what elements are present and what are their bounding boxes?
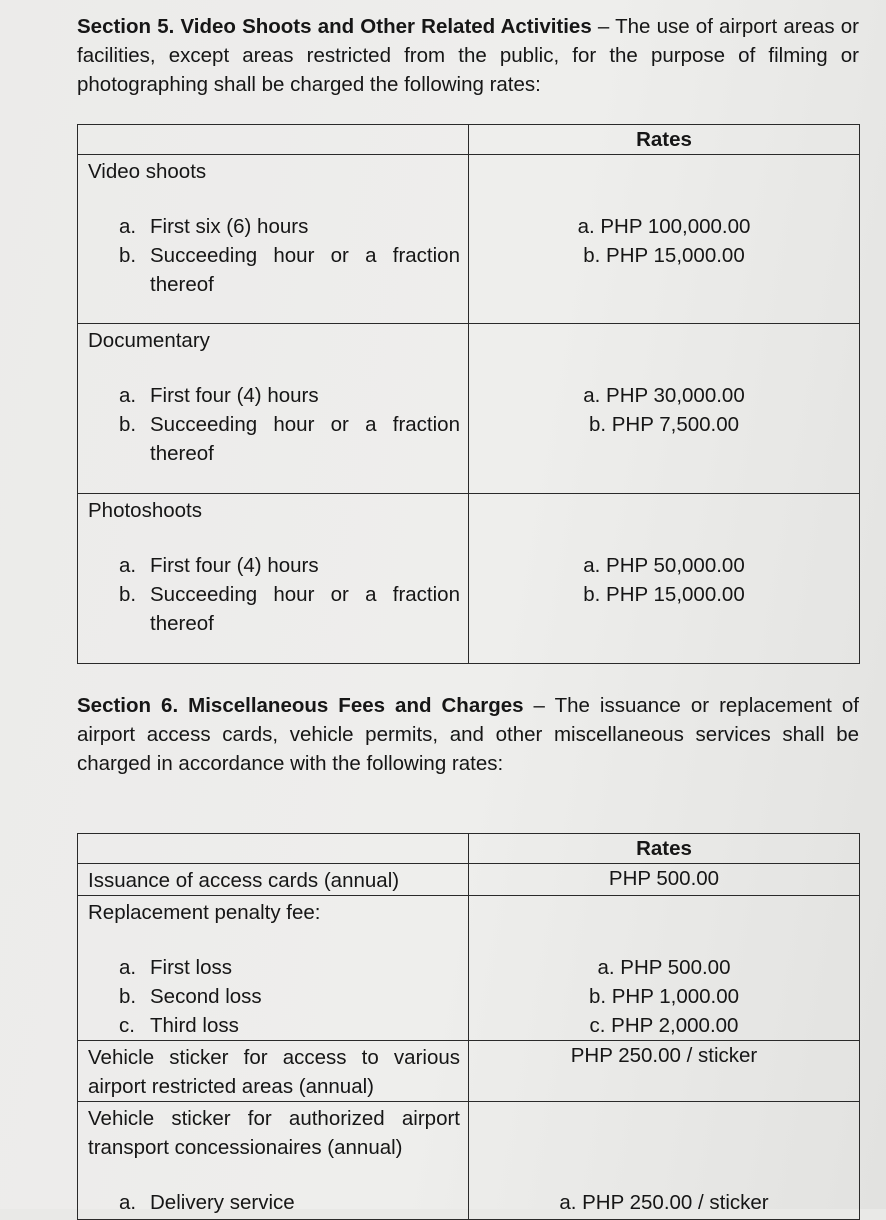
section-6-paragraph (77, 691, 859, 778)
category-label: Issuance of access cards (annual) (88, 869, 400, 892)
list-item: b. Succeeding hour or a fraction thereof (119, 583, 460, 635)
table-row (78, 494, 860, 664)
table-row (78, 864, 860, 896)
rates-header: Rates (469, 834, 860, 864)
category-label: Vehicle sticker for access to various airport restricted areas (annual) (88, 1046, 460, 1098)
list-item: a. Delivery service (119, 1191, 295, 1214)
section-6-heading: Section 6. Miscellaneous Fees and Charges (77, 694, 524, 717)
table-row (78, 1041, 860, 1102)
section-5-heading: Section 5. Video Shoots and Other Related Activities (77, 15, 592, 38)
rate-value: a. PHP 30,000.00 (583, 384, 745, 407)
rate-value: PHP 500.00 (608, 867, 720, 890)
list-item: b. Succeeding hour or a fraction thereof (119, 244, 460, 296)
rate-value: b. PHP 15,000.00 (583, 244, 745, 267)
list-item: a. First loss (119, 956, 232, 979)
list-item: a. First four (4) hours (119, 384, 319, 407)
table-row (78, 324, 860, 494)
category-label: Replacement penalty fee: (88, 901, 321, 924)
header-blank-cell (78, 125, 469, 155)
list-item: a. First six (6) hours (119, 215, 309, 238)
list-item: b. Second loss (119, 985, 262, 1008)
section-6-rates-table (77, 833, 860, 1220)
section-6-body: – The issuance or replacement of airport access cards, vehicle permits, and other miscellaneous services shall be charged in accordance with the following rates: (77, 694, 859, 775)
rate-value: PHP 250.00 / sticker (570, 1044, 758, 1067)
rate-value: b. PHP 7,500.00 (588, 413, 740, 436)
table-header-row (78, 125, 860, 155)
rate-value: c. PHP 2,000.00 (589, 1014, 739, 1037)
rate-value: a. PHP 250.00 / sticker (559, 1191, 769, 1214)
table-header-row (78, 834, 860, 864)
section-5-body: – The use of airport areas or facilities, except areas restricted from the public, for the purpose of filming or photographing shall be charged the following rates: (77, 15, 859, 96)
rate-value: b. PHP 1,000.00 (588, 985, 740, 1008)
section-5-paragraph (77, 12, 859, 99)
rate-value: a. PHP 50,000.00 (583, 554, 745, 577)
rates-header: Rates (469, 125, 860, 155)
rate-value: a. PHP 500.00 (597, 956, 731, 979)
rate-value: b. PHP 15,000.00 (583, 583, 745, 606)
table-row (78, 1102, 860, 1220)
category-label: Vehicle sticker for authorized airport transport concessionaires (annual) (88, 1107, 460, 1159)
list-item: b. Succeeding hour or a fraction thereof (119, 413, 460, 465)
table-row (78, 896, 860, 1041)
header-blank-cell (78, 834, 469, 864)
list-item: a. First four (4) hours (119, 554, 319, 577)
rate-value: a. PHP 100,000.00 (577, 215, 751, 238)
category-label: Video shoots (88, 160, 207, 183)
list-item: c. Third loss (119, 1014, 239, 1037)
category-label: Documentary (88, 329, 210, 352)
section-5-rates-table (77, 124, 860, 664)
table-row (78, 155, 860, 324)
category-label: Photoshoots (88, 499, 202, 522)
